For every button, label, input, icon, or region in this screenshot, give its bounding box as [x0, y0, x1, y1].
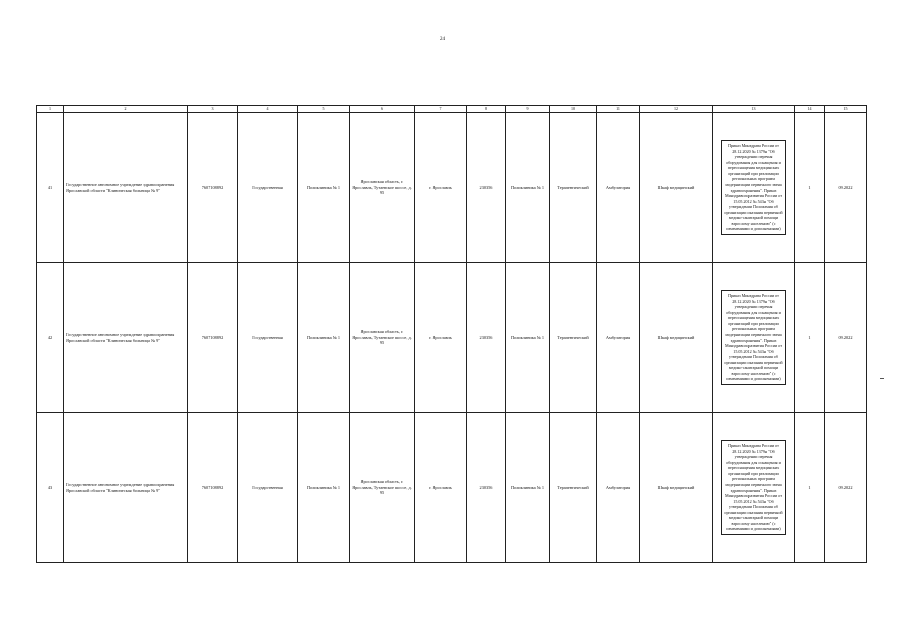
- column-number: 12: [640, 106, 713, 113]
- code-value: 230356: [467, 413, 506, 563]
- direction-value: Терапевтический: [550, 113, 597, 263]
- cabinet-value: Амбулатория: [597, 413, 640, 563]
- division-name: Поликлиника № 1: [298, 263, 350, 413]
- column-number: 1: [37, 106, 64, 113]
- cabinet-value: Амбулатория: [597, 113, 640, 263]
- document-cell: [713, 263, 795, 413]
- direction-value: Терапевтический: [550, 263, 597, 413]
- row-number: 41: [37, 113, 64, 263]
- date-value: 09.2022: [825, 413, 867, 563]
- division-name: Поликлиника № 1: [298, 413, 350, 563]
- quantity-value: 1: [795, 263, 825, 413]
- column-number: 15: [825, 106, 867, 113]
- ownership-form: Государственная: [238, 263, 298, 413]
- regulation-text: Приказ Минздрава России от 28.12.2020 № 1379н "Об утверждении перечня оборудования для оснащения и переоснащения медицинских организаций при реализации региональных программ модернизации первичного звена здравоохранения". Приказ Минздравсоцразвития России от 15.05.2012 № 543н "Об утверждении Положения об организации оказания первичной медико-санитарной помощи взрослому населению" (с изменениями и дополнениями): [721, 140, 786, 234]
- organization-name: Государственное автономное учреждение здравоохранения Ярославской области "Клиническая больница № 9": [64, 263, 188, 413]
- code-value: 230356: [467, 113, 506, 263]
- address-value: Ярославская область, г. Ярославль, Тутаевское шоссе, д. 95: [350, 113, 415, 263]
- column-number: 9: [506, 106, 550, 113]
- column-number: 4: [238, 106, 298, 113]
- code-value: 230356: [467, 263, 506, 413]
- regulation-text: Приказ Минздрава России от 28.12.2020 № 1379н "Об утверждении перечня оборудования для оснащения и переоснащения медицинских организаций при реализации региональных программ модернизации первичного звена здравоохранения". Приказ Минздравсоцразвития России от 15.05.2012 № 543н "Об утверждении Положения об организации оказания первичной медико-санитарной помощи взрослому населению" (с изменениями и дополнениями): [721, 440, 786, 534]
- address-value: Ярославская область, г. Ярославль, Тутаевское шоссе, д. 95: [350, 413, 415, 563]
- cabinet-value: Амбулатория: [597, 263, 640, 413]
- address-value: Ярославская область, г. Ярославль, Тутаевское шоссе, д. 95: [350, 263, 415, 413]
- ownership-form: Государственная: [238, 413, 298, 563]
- city-value: г. Ярославль: [415, 413, 467, 563]
- equipment-name: Шкаф медицинский: [640, 263, 713, 413]
- column-number-row: [37, 106, 867, 113]
- equipment-registry-table: [36, 105, 867, 563]
- date-value: 09.2022: [825, 263, 867, 413]
- column-number: 13: [713, 106, 795, 113]
- document-cell: [713, 413, 795, 563]
- column-number: 6: [350, 106, 415, 113]
- column-number: 8: [467, 106, 506, 113]
- table-row: [37, 413, 867, 563]
- column-number: 5: [298, 106, 350, 113]
- row-number: 42: [37, 263, 64, 413]
- column-number: 7: [415, 106, 467, 113]
- quantity-value: 1: [795, 113, 825, 263]
- ownership-form: Государственная: [238, 113, 298, 263]
- quantity-value: 1: [795, 413, 825, 563]
- document-cell: [713, 113, 795, 263]
- inn-value: 7607108892: [188, 263, 238, 413]
- equipment-name: Шкаф медицинский: [640, 113, 713, 263]
- city-value: г. Ярославль: [415, 263, 467, 413]
- column-number: 14: [795, 106, 825, 113]
- organization-name: Государственное автономное учреждение здравоохранения Ярославской области "Клиническая больница № 9": [64, 413, 188, 563]
- inn-value: 7607108892: [188, 413, 238, 563]
- division-name: Поликлиника № 1: [298, 113, 350, 263]
- inn-value: 7607108892: [188, 113, 238, 263]
- unit-name: Поликлиника № 1: [506, 113, 550, 263]
- row-number: 43: [37, 413, 64, 563]
- direction-value: Терапевтический: [550, 413, 597, 563]
- unit-name: Поликлиника № 1: [506, 263, 550, 413]
- column-number: 3: [188, 106, 238, 113]
- date-value: 09.2022: [825, 113, 867, 263]
- column-number: 11: [597, 106, 640, 113]
- scan-mark: [880, 378, 884, 379]
- city-value: г. Ярославль: [415, 113, 467, 263]
- regulation-text: Приказ Минздрава России от 28.12.2020 № 1379н "Об утверждении перечня оборудования для оснащения и переоснащения медицинских организаций при реализации региональных программ модернизации первичного звена здравоохранения". Приказ Минздравсоцразвития России от 15.05.2012 № 543н "Об утверждении Положения об организации оказания первичной медико-санитарной помощи взрослому населению" (с изменениями и дополнениями): [721, 290, 786, 384]
- column-number: 10: [550, 106, 597, 113]
- page-number: 24: [440, 37, 445, 42]
- unit-name: Поликлиника № 1: [506, 413, 550, 563]
- organization-name: Государственное автономное учреждение здравоохранения Ярославской области "Клиническая больница № 9": [64, 113, 188, 263]
- column-number: 2: [64, 106, 188, 113]
- table-row: [37, 263, 867, 413]
- table-row: [37, 113, 867, 263]
- equipment-name: Шкаф медицинский: [640, 413, 713, 563]
